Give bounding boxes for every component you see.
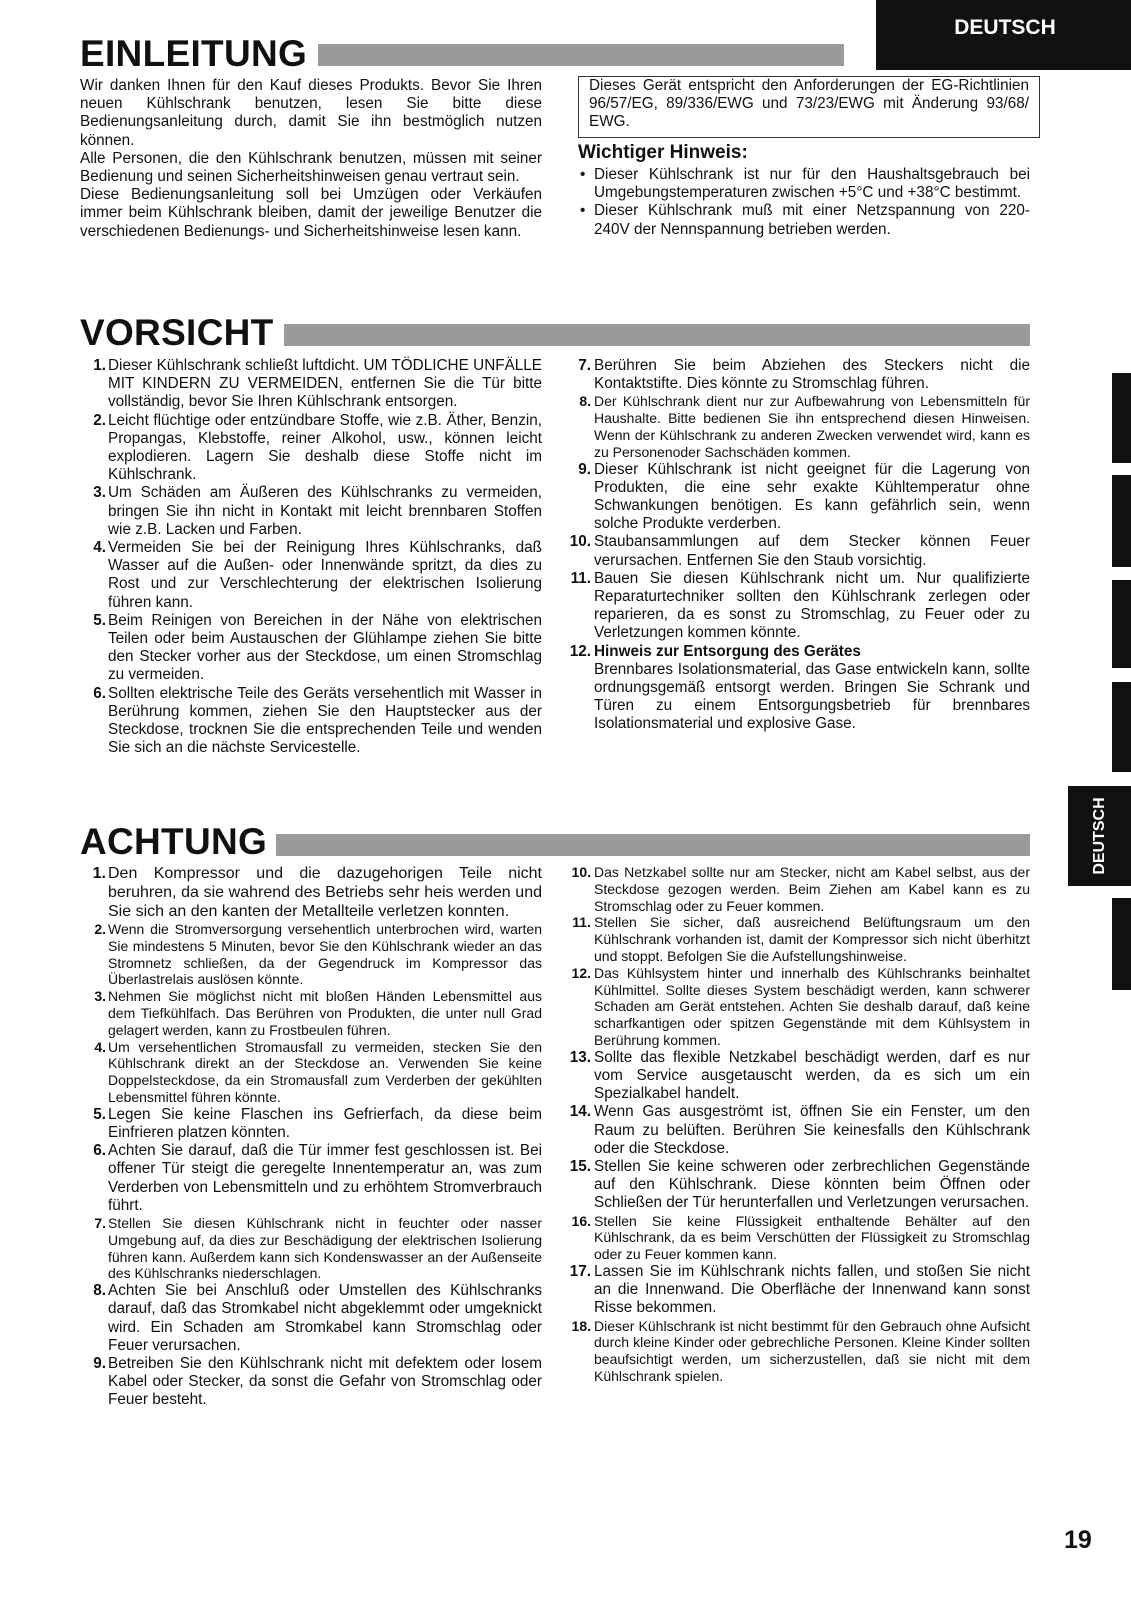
list-item: 9. Dieser Kühlschrank ist nicht geeignet für die Lagerung von Produkten, die eine sehr exakte Kühltemperatur ohne Schwankungen benötigen. Es kann gefährlich sein, wenn solche Produkte verderben. xyxy=(578,460,1030,533)
bullet-icon: • xyxy=(580,166,586,183)
thumb-index-bar xyxy=(1112,373,1131,463)
list-item: 1. Dieser Kühlschrank schließt luftdicht. UM TÖDLICHE UNFÄLLE MIT KINDERN ZU VERMEIDEN, entfernen Sie die Tür bitte vollständig, bevor Sie Ihren Kühlschrank entsorgen. xyxy=(93,357,542,411)
einleitung-heading: EINLEITUNG xyxy=(80,33,308,74)
achtung-heading: ACHTUNG xyxy=(80,821,268,862)
list-item: 7. Stellen Sie diesen Kühlschrank nicht in feuchter oder nasser Umgebung auf, da dies zur Beschädigung der elektrischen Isolierung führen kann. Außerdem kann sich Kondenswasser an der Außenseite des Kühlschranks niederschlagen. xyxy=(94,1214,542,1282)
list-item: 18. Dieser Kühlschrank ist nicht bestimmt für den Gebrauch ohne Aufsicht durch kleine Kinder oder gebrechliche Personen. Kleine Kinder sollten beaufsichtigt werden, um sicherzustellen, daß sie nicht mit dem Kühlschrank spielen. xyxy=(571,1317,1030,1384)
important-notes xyxy=(578,166,1030,239)
eg-compliance-box: Dieses Gerät entspricht den Anforderungen der EG-Richtlinien 96/57/EG, 89/336/EWG und 73/23/EWG mit Änderung 93/68/ EWG. xyxy=(578,76,1040,138)
list-item: 17. Lassen Sie im Kühlschrank nichts fallen, und stoßen Sie nicht an die Innenwand. Die Oberfläche der Innenwand kann sonst Risse bekommen. xyxy=(569,1262,1030,1317)
list-item: 1. Den Kompressor und die dazugehorigen Teile nicht beruhren, da sie wahrend des Betriebs sehr heis werden und Sie sich an den kanten der Metallteile verletzen konnten. xyxy=(92,865,542,920)
thumb-index-bar xyxy=(1112,580,1131,668)
list-item: 2. Wenn die Stromversorgung versehentlich unterbrochen wird, warten Sie mindestens 5 Minuten, bevor Sie den Kühlschrank wieder an das Stromnetz schließen, da der Gegendruck im Kompressor das Überlastrelais auslösen könnte. xyxy=(94,921,542,988)
list-item: 13. Sollte das flexible Netzkabel beschädigt werden, darf es nur vom Service ausgetauscht werden, da es sich um ein Spezialkabel handelt. xyxy=(569,1048,1030,1103)
list-item: 7. Berühren Sie beim Abziehen des Steckers nicht die Kontaktstifte. Dies könnte zu Stromschlag führen. xyxy=(578,357,1030,393)
list-item: 9. Betreiben Sie den Kühlschrank nicht mit defektem oder losem Kabel oder Stecker, da sonst die Gefahr von Stromschlag oder Feuer besteht. xyxy=(93,1354,542,1409)
list-item: 8. Der Kühlschrank dient nur zur Aufbewahrung von Lebensmitteln für Haushalte. Bitte bedienen Sie ihn entsprechend diesen Hinweisen. Wenn der Kühlschrank zu anderen Zwecken verwendet wird, kann es zu Personenoder Sachschäden kommen. xyxy=(579,393,1030,460)
achtung-heading-bar xyxy=(276,834,1030,856)
disposal-note-heading: Hinweis zur Entsorgung des Gerätes xyxy=(594,642,861,660)
list-item: 11. Stellen Sie sicher, daß ausreichend Belüftungsraum um den Kühlschrank vorhanden ist, damit der Kompressor sich nicht überhitzt und stoppt. Befolgen Sie die Aufstellungshinweise. xyxy=(572,914,1030,964)
bullet-icon: • xyxy=(580,202,586,220)
achtung-left-column xyxy=(82,864,542,1410)
achtung-right-column xyxy=(565,864,1030,1385)
list-item: 15. Stellen Sie keine schweren oder zerbrechlichen Gegenstände auf den Kühlschrank. Diese könnten beim Öffnen oder Schließen der Tür herunterfallen und Verletzungen verursachen. xyxy=(569,1157,1030,1212)
intro-paragraph-2: Alle Personen, die den Kühlschrank benutzen, müssen mit seiner Bedienung und seinen Sicherheitshinweisen genau vertraut sein. xyxy=(80,149,542,186)
list-item: 6. Achten Sie darauf, daß die Tür immer fest geschlossen ist. Bei offener Tür steigt die geregelte Innentemperatur an, was zum Verderben von Lebensmitteln und zu erhöhtem Stromverbrauch führt. xyxy=(93,1142,542,1214)
list-item: 4. Vermeiden Sie bei der Reinigung Ihres Kühlschranks, daß Wasser auf die Außen- oder Innenwände spritzt, da dies zu Rost und zur Verschlechterung der elektrischen Isolierung führen kann. xyxy=(93,539,542,611)
thumb-index-bar xyxy=(1112,475,1131,567)
side-language-tab: DEUTSCH xyxy=(1068,786,1131,886)
intro-paragraph-1: Wir danken Ihnen für den Kauf dieses Produkts. Bevor Sie Ihren neuen Kühlschrank benutzen, lesen Sie bitte diese Bedienungsanleitung durch, damit Sie ihn bestmöglich nutzen können. xyxy=(80,77,542,149)
vorsicht-heading: VORSICHT xyxy=(80,312,274,353)
list-item: 10. Staubansammlungen auf dem Stecker können Feuer verursachen. Entfernen Sie den Staub vorsichtig. xyxy=(569,533,1030,569)
list-item: 3. Um Schäden am Äußeren des Kühlschranks zu vermeiden, bringen Sie ihn nicht in Kontakt mit leicht brennbaren Stoffen wie z.B. Lacken und Farben. xyxy=(93,484,542,538)
einleitung-heading-bar xyxy=(318,44,844,66)
vorsicht-left-column xyxy=(82,357,542,757)
list-item: 6. Sollten elektrische Teile des Geräts versehentlich mit Wasser in Berührung kommen, ziehen Sie den Hauptstecker aus der Steckdose, trocknen Sie die entsprechenden Teile und wenden Sie sich an die nächste Servicestelle. xyxy=(93,684,542,757)
intro-paragraph-3: Diese Bedienungsanleitung soll bei Umzügen oder Verkäufen immer beim Kühlschrank bleiben, damit der jeweilige Benutzer die verschiedenen Bedienungs- und Sicherheitshinweise lesen kann. xyxy=(80,186,542,240)
important-note-title: Wichtiger Hinweis: xyxy=(578,142,748,163)
einleitung-intro xyxy=(80,77,542,241)
list-item: 5. Legen Sie keine Flaschen ins Gefrierfach, da diese beim Einfrieren platzen könnten. xyxy=(93,1105,542,1141)
list-item: 2. Leicht flüchtige oder entzündbare Stoffe, wie z.B. Äther, Benzin, Propangas, Klebstoffe, reiner Alkohol, usw., können leicht explodieren. Lagern Sie deshalb diese Stoffe nicht im Kühlschrank. xyxy=(93,411,542,484)
list-item: 14. Wenn Gas ausgeströmt ist, öffnen Sie ein Fenster, um den Raum zu belüften. Berühren Sie keinesfalls den Kühlschrank oder die Steckdose. xyxy=(569,1103,1030,1157)
vorsicht-heading-bar xyxy=(284,324,1030,346)
list-item: 12. Das Kühlsystem hinter und innerhalb des Kühlschranks beinhaltet Kühlmittel. Sollte dieses System beschädigt werden, kann schwerer Schaden am Gerät entstehen. Achten Sie deshalb darauf, daß keine scharfkantigen oder spitzen Gegenstände mit dem Kühlsystem in Berührung kommen. xyxy=(571,964,1030,1048)
list-item: 3. Nehmen Sie möglichst nicht mit bloßen Händen Lebensmittel aus dem Tiefkühlfach. Das Berühren von Produkten, die unter null Grad gelagert werden, kann zu Frostbeulen führen. xyxy=(94,988,542,1038)
vorsicht-right-column xyxy=(565,357,1030,734)
thumb-index-bar xyxy=(1112,898,1131,990)
page-number: 19 xyxy=(1064,1526,1092,1554)
thumb-index-bar xyxy=(1112,682,1131,772)
list-item: 12. Hinweis zur Entsorgung des Gerätes Brennbares Isolationsmaterial, das Gase entwickeln kann, sollte ordnungsgemäß entsorgt werden. Bringen Sie Schrank und Türen zu einem Entsorgungsbetrieb für brennbares Isolationsmaterial und explosive Gase. xyxy=(569,642,1030,733)
language-tab: DEUTSCH xyxy=(876,0,1131,70)
note-item: • Dieser Kühlschrank ist nur für den Haushaltsgebrauch bei Umgebungstemperaturen zwischen +5°C und +38°C bestimmt. xyxy=(580,166,1030,202)
list-item: 16. Stellen Sie keine Flüssigkeit enthaltende Behälter auf den Kühlschrank, da es beim Verschütten der Flüssigkeit zu Stromschlag oder zu Feuer kommen kann. xyxy=(571,1212,1030,1263)
list-item: 5. Beim Reinigen von Bereichen in der Nähe von elektrischen Teilen oder beim Austauschen der Glühlampe ziehen Sie bitte den Stecker vorher aus der Steckdose, um einen Stromschlag zu vermeiden. xyxy=(93,611,542,684)
list-item: 4. Um versehentlichen Stromausfall zu vermeiden, stecken Sie den Kühlschrank direkt an der Steckdose an. Verwenden Sie keine Doppelsteckdose, da ein Stromausfall zum Verderben der gekühlten Lebensmittel führen könnte. xyxy=(94,1038,542,1105)
note-item: • Dieser Kühlschrank muß mit einer Netzspannung von 220- 240V der Nennspannung betrieben werden. xyxy=(580,202,1030,238)
list-item: 8. Achten Sie bei Anschluß oder Umstellen des Kühlschranks darauf, daß das Stromkabel nicht abgeklemmt oder umgeknickt wird. Ein Schaden am Stromkabel kann Stromschlag oder Feuer verursachen. xyxy=(93,1282,542,1354)
list-item: 11. Bauen Sie diesen Kühlschrank nicht um. Nur qualifizierte Reparaturtechniker sollten den Kühlschrank zerlegen oder reparieren, da es sonst zu Stromschlag, zu Feuer oder zu Verletzungen kommen könnte. xyxy=(570,569,1030,642)
list-item: 10. Das Netzkabel sollte nur am Stecker, nicht am Kabel selbst, aus der Steckdose gezogen werden. Beim Ziehen am Kabel kann es zu Stromschlag oder zu Feuer kommen. xyxy=(571,864,1030,914)
